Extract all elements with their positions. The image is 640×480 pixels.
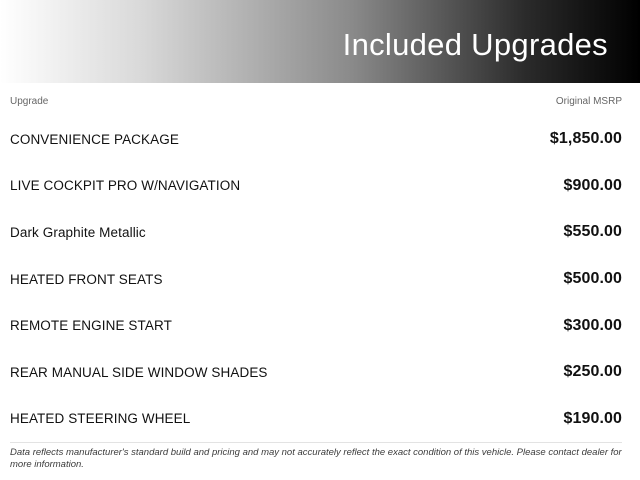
table-row (10, 302, 622, 349)
upgrade-name: HEATED STEERING WHEEL (10, 411, 191, 427)
column-header-upgrade: Upgrade (10, 96, 49, 107)
table-row (10, 163, 622, 210)
upgrade-price: $900.00 (563, 176, 622, 194)
column-header-msrp: Original MSRP (555, 96, 622, 107)
upgrades-table (0, 95, 640, 442)
table-row (10, 256, 622, 303)
table-header-row (10, 95, 622, 109)
upgrade-price: $550.00 (563, 223, 622, 241)
upgrade-name: CONVENIENCE PACKAGE (10, 131, 179, 147)
header-banner (0, 0, 640, 83)
table-body (10, 116, 622, 442)
table-row (10, 396, 622, 443)
disclaimer-text: Data reflects manufacturer's standard build and pricing and may not accurately reflect the exact condition of this vehicle. Please contact dealer for more information. (10, 447, 622, 471)
table-row (10, 349, 622, 396)
upgrade-price: $500.00 (563, 270, 622, 288)
upgrade-name: LIVE COCKPIT PRO W/NAVIGATION (10, 178, 241, 194)
upgrade-name: REAR MANUAL SIDE WINDOW SHADES (10, 364, 268, 380)
page-title: Included Upgrades (342, 27, 608, 62)
upgrade-name: REMOTE ENGINE START (10, 318, 172, 334)
upgrade-name: HEATED FRONT SEATS (10, 271, 163, 287)
upgrade-price: $1,850.00 (549, 130, 622, 148)
upgrade-name: Dark Graphite Metallic (10, 224, 146, 240)
upgrade-price: $250.00 (563, 363, 622, 381)
table-row (10, 209, 622, 256)
upgrade-price: $300.00 (563, 316, 622, 334)
footer-divider (10, 442, 622, 443)
table-row (10, 116, 622, 163)
upgrade-price: $190.00 (563, 409, 622, 427)
